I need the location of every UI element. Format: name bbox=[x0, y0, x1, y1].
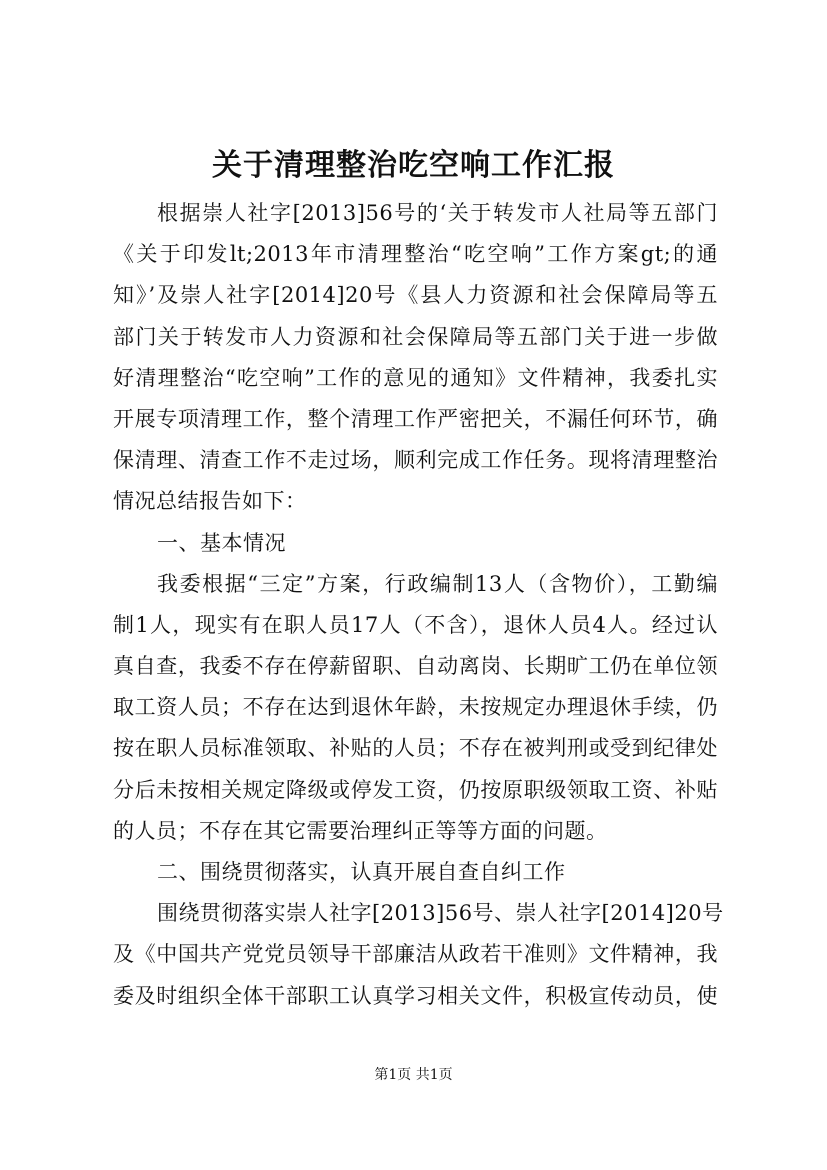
paragraph-line: 及《中国共产党党员领导干部廉洁从政若干准则》文件精神，我 bbox=[113, 942, 718, 967]
paragraph-line: 根据崇人社字[2013]56号的‘关于转发市人社局等五部门 bbox=[157, 201, 718, 225]
document-title: 关于清理整治吃空响工作汇报 bbox=[212, 148, 615, 183]
page-number-footer: 第1页 共1页 bbox=[374, 1067, 453, 1083]
paragraph-line: 我委根据“三定”方案，行政编制13人（含物价），工勤编 bbox=[157, 571, 718, 596]
paragraph-line: 按在职人员标准领取、补贴的人员；不存在被判刑或受到纪律处 bbox=[113, 736, 718, 761]
paragraph-line: 真自查，我委不存在停薪留职、自动离岗、长期旷工仍在单位领 bbox=[113, 654, 718, 679]
paragraph-line: 围绕贯彻落实崇人社字[2013]56号、崇人社字[2014]20号 bbox=[157, 901, 724, 926]
paragraph-line: 取工资人员；不存在达到退休年龄，未按规定办理退休手续，仍 bbox=[113, 695, 718, 720]
paragraph-line: 分后未按相关规定降级或停发工资，仍按原职级领取工资、补贴 bbox=[113, 777, 718, 802]
section-heading: 二、围绕贯彻落实，认真开展自查自纠工作 bbox=[157, 860, 566, 884]
paragraph-line: 开展专项清理工作，整个清理工作严密把关，不漏任何环节，确 bbox=[113, 406, 718, 431]
section-heading: 一、基本情况 bbox=[157, 530, 286, 555]
paragraph-line: 部门关于转发市人力资源和社会保障局等五部门关于进一步做 bbox=[113, 324, 718, 349]
paragraph-line: 委及时组织全体干部职工认真学习相关文件，积极宣传动员，使 bbox=[113, 983, 718, 1008]
paragraph-line: 好清理整治“吃空响”工作的意见的通知》文件精神，我委扎实 bbox=[113, 365, 718, 390]
paragraph-line: 保清理、清查工作不走过场，顺利完成工作任务。现将清理整治 bbox=[113, 448, 718, 473]
paragraph-line: 情况总结报告如下： bbox=[113, 489, 307, 514]
paragraph-line: 制1人，现实有在职人员17人（不含），退休人员4人。经过认 bbox=[113, 612, 718, 637]
paragraph-line: 《关于印发lt;2013年市清理整治“吃空响”工作方案gt;的通 bbox=[113, 242, 718, 267]
paragraph-line: 的人员；不存在其它需要治理纠正等等方面的问题。 bbox=[113, 818, 608, 843]
paragraph-line: 知》’及崇人社字[2014]20号《县人力资源和社会保障局等五 bbox=[113, 283, 718, 308]
document-body bbox=[113, 193, 724, 1017]
